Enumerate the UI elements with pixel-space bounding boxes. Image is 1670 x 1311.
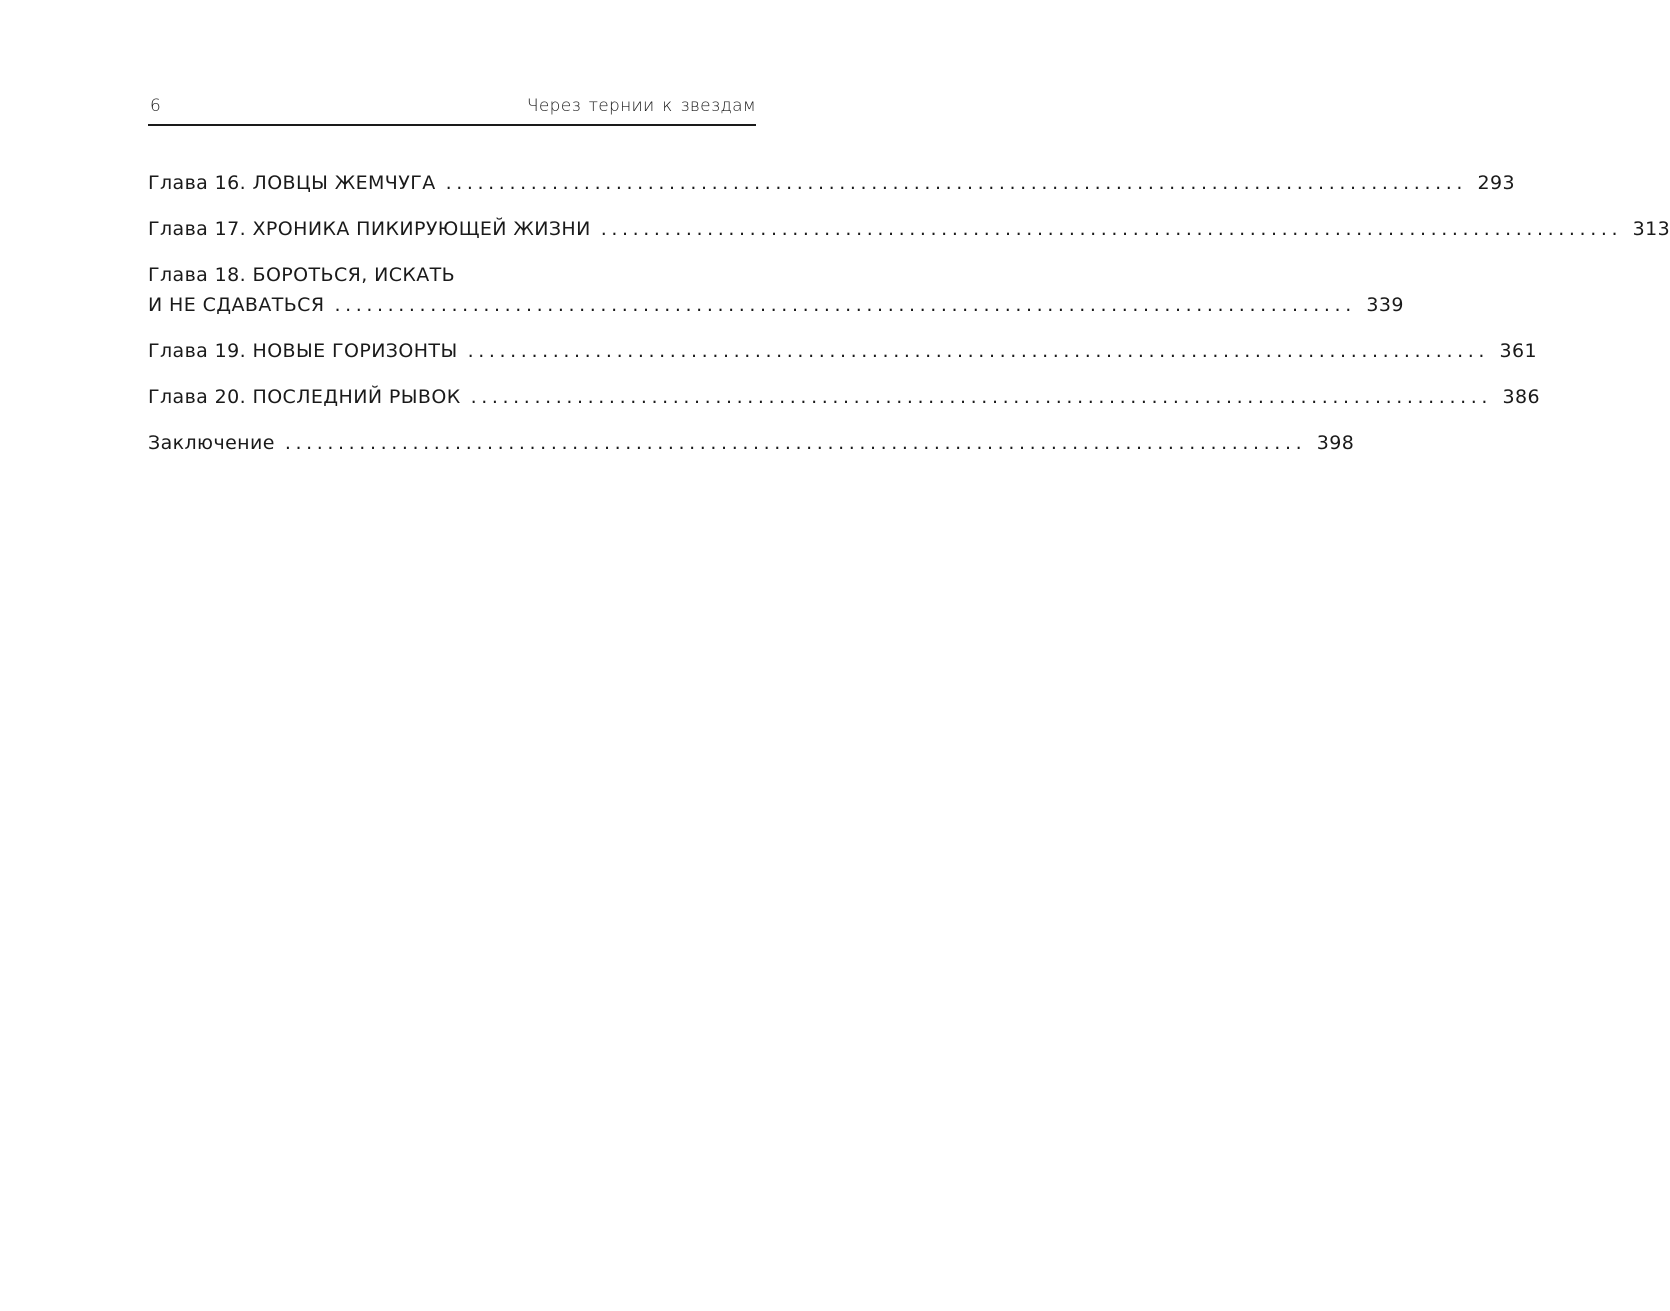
page-number: 6 [150, 96, 162, 116]
dot-leader: ................................................................................................ [445, 172, 1468, 194]
dot-leader: ................................................................................................ [284, 432, 1307, 454]
table-of-contents [148, 168, 1670, 474]
toc-entry-title-line1: Глава 18. БОРОТЬСЯ, ИСКАТЬ [148, 264, 456, 286]
toc-entry-page: 398 [1316, 432, 1355, 454]
toc-entry-chapter-18[interactable] [148, 260, 1404, 320]
toc-entry-page: 313 [1632, 218, 1670, 240]
dot-leader: ................................................................................................ [467, 340, 1490, 362]
dot-leader: ................................................................................................ [470, 386, 1493, 408]
dot-leader: ................................................................................................ [600, 218, 1623, 240]
running-head [148, 92, 756, 126]
toc-entry-page: 339 [1366, 294, 1404, 316]
dot-leader: ................................................................................................ [334, 294, 1356, 316]
toc-entry-title: Глава 17. ХРОНИКА ПИКИРУЮЩЕЙ ЖИЗНИ [148, 218, 591, 240]
toc-entry-page: 293 [1477, 172, 1516, 194]
toc-entry-chapter-17[interactable] [148, 214, 1670, 244]
toc-entry-chapter-16[interactable] [148, 168, 1516, 198]
toc-entry-title: Глава 16. ЛОВЦЫ ЖЕМЧУГА [148, 172, 436, 194]
toc-entry-page: 361 [1499, 340, 1538, 362]
book-page [148, 0, 1670, 1311]
toc-entry-conclusion[interactable] [148, 428, 1355, 458]
toc-entry-page: 386 [1502, 386, 1541, 408]
toc-entry-title: Глава 20. ПОСЛЕДНИЙ РЫВОК [148, 386, 461, 408]
toc-entry-title-line2: И НЕ СДАВАТЬСЯ [148, 294, 325, 316]
toc-entry-chapter-19[interactable] [148, 336, 1538, 366]
toc-entry-title: Заключение [148, 432, 275, 454]
book-title: Через тернии к звездам [526, 96, 756, 116]
toc-entry-chapter-20[interactable] [148, 382, 1541, 412]
toc-entry-title: Глава 19. НОВЫЕ ГОРИЗОНТЫ [148, 340, 458, 362]
